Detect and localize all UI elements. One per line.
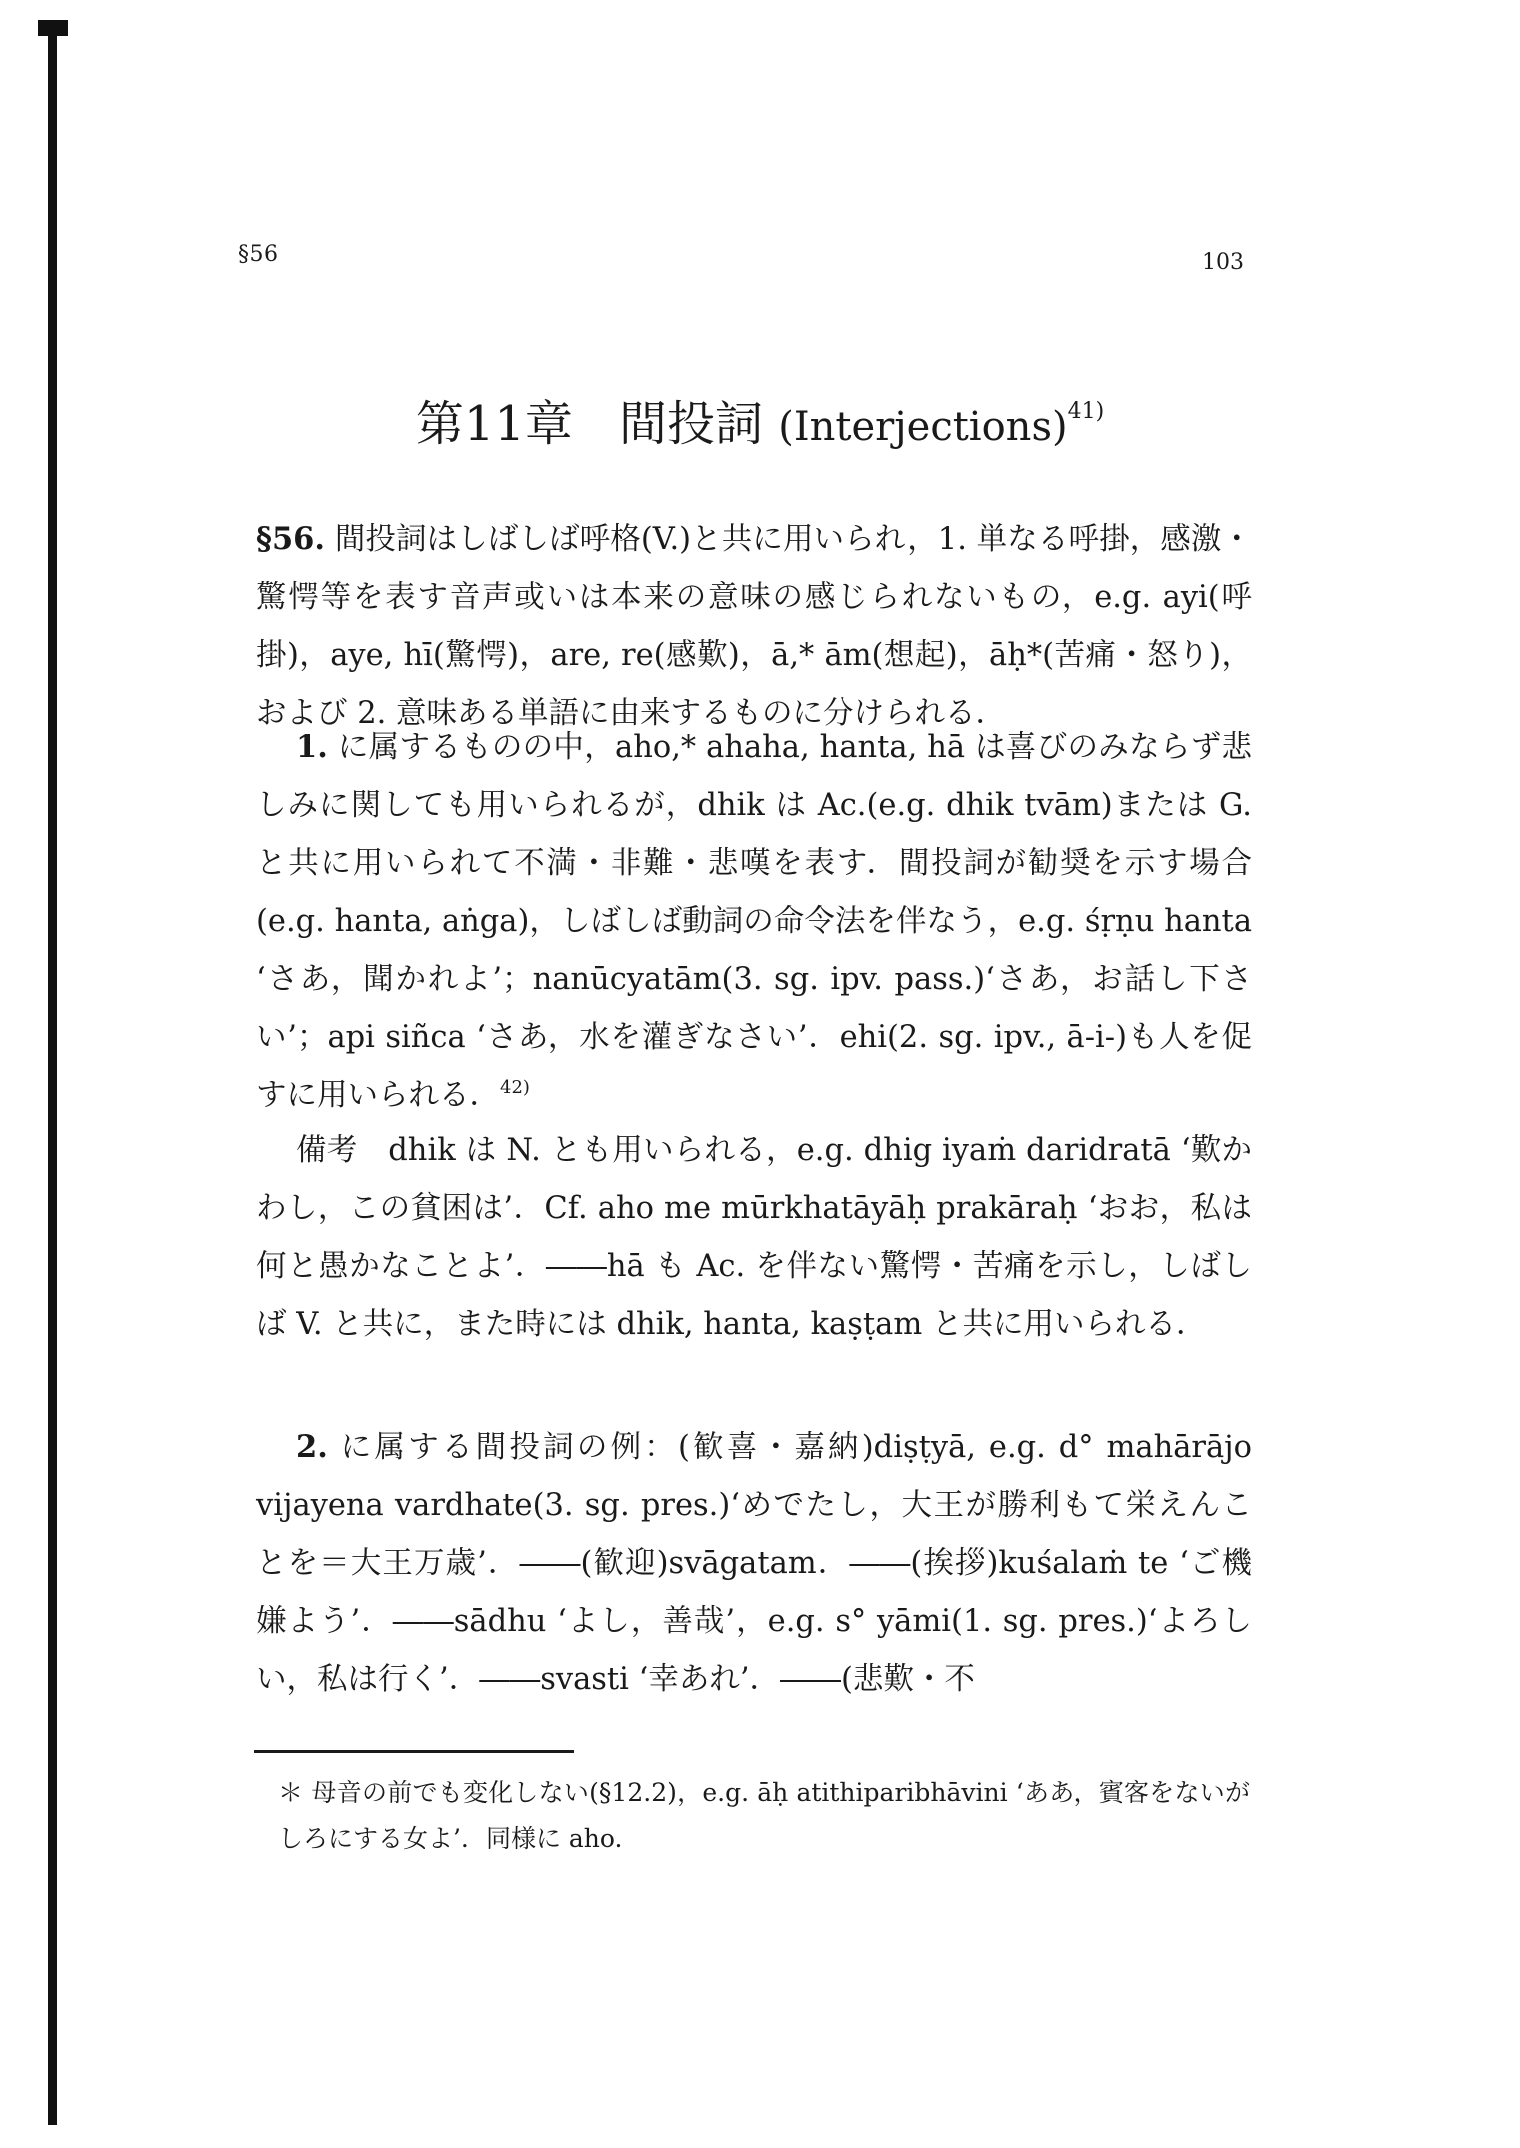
remark-label: 備考	[296, 1133, 358, 1168]
group-number: 2.	[296, 1429, 328, 1465]
paragraph-section-56	[256, 510, 1252, 743]
footnote-divider	[254, 1750, 574, 1753]
paragraph-text: に属するものの中，aho,* ahaha, hanta, hā は喜びのみならず悲しみに関しても用いられるが，dhik は Ac.(e.g. dhik tvām)または G. と共に用いられて不満・非難・悲嘆を表す．間投詞が勧奨を示す場合(e.g. hanta, aṅga)，しばしば動詞の命令法を伴なう，e.g. śṛṇu hanta ‘さあ，聞かれよ’；nanūcyatām(3. sg. ipv. pass.)‘さあ，お話し下さい’；api siñca ‘さあ，水を灌ぎなさい’．ehi(2. sg. ipv., ā-i-)も人を促すに用いられる．	[256, 730, 1252, 1113]
chapter-title-en: (Interjections)	[778, 404, 1068, 450]
page-number: 103	[1202, 250, 1244, 275]
chapter-title	[0, 385, 1520, 454]
chapter-footnote-ref: 41)	[1067, 399, 1105, 424]
running-header-section: §56	[238, 242, 279, 267]
scan-edge-line	[48, 30, 57, 2125]
paragraph-text: 間投詞はしばしば呼格(V.)と共に用いられ，1. 単なる呼掛，感激・驚愕等を表す音声或いは本来の意味の感じられないもの，e.g. ayi(呼掛)，aye, hī(驚愕)，are, re(感歎)，ā,* ām(想起)，āḥ*(苦痛・怒り)，および 2. 意味ある単語に由来するものに分けられる．	[256, 522, 1253, 731]
chapter-number: 第11章	[415, 396, 573, 452]
paragraph-text: に属する間投詞の例：(歓喜・嘉納)diṣṭyā, e.g. d° mahārājo vijayena vardhate(3. sg. pres.)‘めでたし，大王が勝利もて栄えんことを＝大王万歳’．――(歓迎)svāgatam．――(挨拶)kuśalaṁ te ‘ご機嫌よう’．――sādhu ‘よし，善哉’，e.g. s° yāmi(1. sg. pres.)‘よろしい，私は行く’．――svasti ‘幸あれ’．――(悲歎・不	[256, 1430, 1252, 1697]
paragraph-group-2	[256, 1418, 1252, 1709]
remark-block	[256, 1122, 1252, 1354]
footnote: ＊ 母音の前でも変化しない(§12.2)，e.g. āḥ atithiparibhāvini ‘ああ，賓客をないがしろにする女よ’．同様に aho.	[278, 1778, 1250, 1853]
group-number: 1.	[296, 729, 328, 765]
paragraph-group-1	[256, 718, 1252, 1125]
section-number: §56.	[256, 521, 326, 557]
chapter-title-ja: 間投詞	[618, 396, 763, 452]
remark-text: dhik は N. とも用いられる，e.g. dhig iyaṁ daridratā ‘歎かわし，この貧困は’．Cf. aho me mūrkhatāyāḥ prakāraḥ ‘おお，私は何と愚かなことよ’．――hā も Ac. を伴ない驚愕・苦痛を示し，しばしば V. と共に，また時には dhik, hanta, kaṣṭam と共に用いられる．	[256, 1133, 1253, 1342]
footnote-ref: 42)	[500, 1077, 530, 1098]
